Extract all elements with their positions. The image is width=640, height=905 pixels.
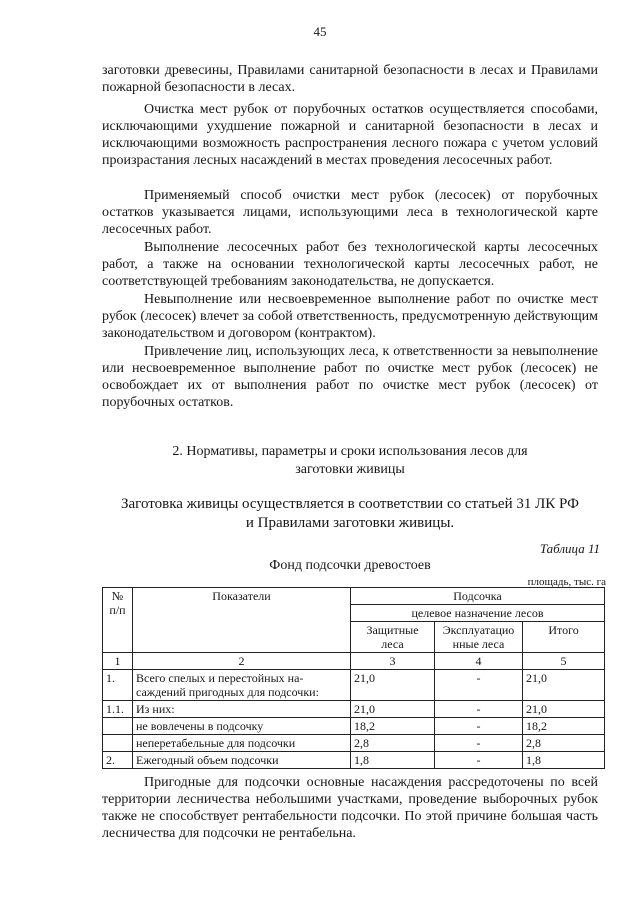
row-protective: 18,2 bbox=[351, 718, 435, 735]
row-total: 18,2 bbox=[523, 718, 605, 735]
row-total: 1,8 bbox=[523, 752, 605, 769]
closing-paragraph: Пригодные для подсочки основные насаждения рассредоточены по всей территории лесничества небольшими участками, проведение выборочных рубок также не способствует рентабельности подсочки. По этой причине большая часть лесничества для подсочки не рентабельна. bbox=[102, 775, 598, 841]
header-tapping: Подсочка bbox=[351, 588, 605, 605]
row-num: 1. bbox=[103, 670, 133, 701]
row-label: Из них: bbox=[133, 701, 351, 718]
section-title-line-1: 2. Нормативы, параметры и сроки использования лесов для bbox=[172, 444, 528, 459]
row-protective: 21,0 bbox=[351, 670, 435, 701]
table-unit: площадь, тыс. га bbox=[527, 576, 606, 588]
col-number: 4 bbox=[435, 653, 523, 670]
paragraph-without-tech-card: Выполнение лесосечных работ без технологической карты лесосечных работ, а также на основании технологической карты лесосечных работ, не соответствующей требованиям законодательства, не допускается. bbox=[102, 240, 598, 289]
row-total: 21,0 bbox=[523, 701, 605, 718]
table-row bbox=[103, 752, 605, 769]
table-label: Таблица 11 bbox=[539, 541, 600, 556]
tapping-fund-table bbox=[102, 587, 605, 769]
row-num bbox=[103, 718, 133, 735]
row-protective: 1,8 bbox=[351, 752, 435, 769]
row-label: Ежегодный объем подсочки bbox=[133, 752, 351, 769]
section-title bbox=[102, 443, 598, 479]
row-exploitation: - bbox=[435, 670, 523, 701]
row-exploitation: - bbox=[435, 752, 523, 769]
paragraph-non-execution: Невыполнение или несвоевременное выполнение работ по очистке мест рубок (лесосек) влечет за собой ответственность, предусмотренную действующим законодательством и договором (контрактом). bbox=[102, 292, 598, 341]
paragraph-cleaning-methods: Очистка мест рубок от порубочных остатков осуществляется способами, исключающими ухудшение пожарной и санитарной безопасности в лесах и исключающими возможность распространения лесного пожара с учетом условий произрастания лесных насаждений в местах проведения лесосечных работ. bbox=[102, 102, 598, 168]
row-total: 21,0 bbox=[523, 670, 605, 701]
row-protective: 2,8 bbox=[351, 735, 435, 752]
col-number: 1 bbox=[103, 653, 133, 670]
page-number: 45 bbox=[313, 24, 327, 39]
section-title-line-2: заготовки живицы bbox=[295, 462, 405, 477]
paragraph-0: заготовки древесины, Правилами санитарной безопасности в лесах и Правилами пожарной безопасности в лесах. bbox=[102, 63, 598, 95]
col-number: 3 bbox=[351, 653, 435, 670]
header-indicators: Показатели bbox=[133, 588, 351, 653]
statement-line-2: и Правилами заготовки живицы. bbox=[245, 515, 455, 531]
table-row bbox=[103, 718, 605, 735]
header-purpose: целевое назначение лесов bbox=[351, 605, 605, 622]
section-statement bbox=[102, 495, 598, 533]
row-label: не вовлечены в подсочку bbox=[133, 718, 351, 735]
header-total: Итого bbox=[523, 622, 605, 653]
row-total: 2,8 bbox=[523, 735, 605, 752]
table-row bbox=[103, 670, 605, 701]
row-label: Всего спелых и перестойных на-саждений пригодных для подсочки: bbox=[133, 670, 351, 701]
row-num: 1.1. bbox=[103, 701, 133, 718]
row-protective: 21,0 bbox=[351, 701, 435, 718]
table-title: Фонд подсочки древостоев bbox=[269, 558, 431, 573]
table-row bbox=[103, 701, 605, 718]
statement-line-1: Заготовка живицы осуществляется в соответствии со статьей 31 ЛК РФ bbox=[121, 496, 579, 512]
paragraph-cleaning-method-choice: Применяемый способ очистки мест рубок (лесосек) от порубочных остатков указывается лицами, использующими леса в технологической карте лесосечных работ. bbox=[102, 188, 598, 237]
row-label: неперетабельные для подсочки bbox=[133, 735, 351, 752]
paragraph-responsibility: Привлечение лиц, использующих леса, к ответственности за невыполнение или несвоевременное выполнение работ по очистке мест рубок (лесосек) не освобождает их от выполнения работ по очистке мест рубок (лесосек) от порубочных остатков. bbox=[102, 344, 598, 410]
col-number: 2 bbox=[133, 653, 351, 670]
row-num bbox=[103, 735, 133, 752]
table-row bbox=[103, 735, 605, 752]
header-exploitation: Эксплуатацио нные леса bbox=[435, 622, 523, 653]
row-exploitation: - bbox=[435, 735, 523, 752]
header-protective: Защитные леса bbox=[351, 622, 435, 653]
row-exploitation: - bbox=[435, 701, 523, 718]
row-exploitation: - bbox=[435, 718, 523, 735]
row-num: 2. bbox=[103, 752, 133, 769]
col-number: 5 bbox=[523, 653, 605, 670]
header-num: № п/п bbox=[103, 588, 133, 653]
